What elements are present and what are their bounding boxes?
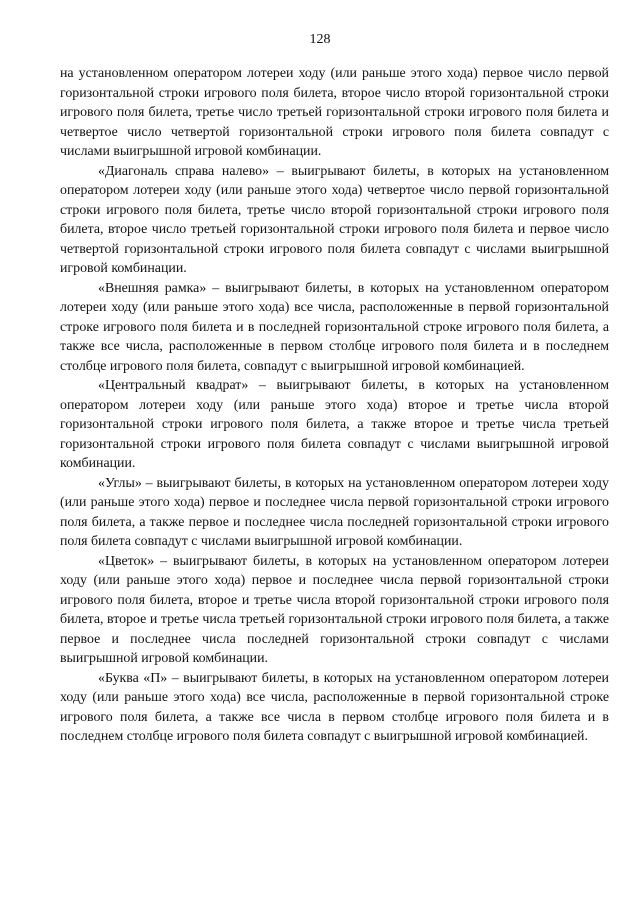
paragraph-outer-frame: «Внешняя рамка» – выигрывают билеты, в которых на установленном оператором лотереи ходу (или раньше этого хода) все числа, расположенные в первой горизонтальной строке игрового поля билета и в последней горизонтальной строке игрового поля билета, а также все числа, расположенные в первом столбце игрового поля билета и в последнем столбце игрового поля билета, совпадут с выигрышной игровой комбинацией. xyxy=(60,280,609,374)
paragraph-central-square: «Центральный квадрат» – выигрывают билеты, в которых на установленном оператором лотереи ходу (или раньше этого хода) второе и третье числа второй горизонтальной строки игрового поля билета, а также второе и третье числа третьей горизонтальной строки игрового поля билета совпадут с числами выигрышной игровой комбинации. xyxy=(60,378,609,471)
paragraph-corners: «Углы» – выигрывают билеты, в которых на установленном оператором лотереи ходу (или раньше этого хода) первое и последнее числа первой горизонтальной строки игрового поля билета, а также первое и последнее числа последней горизонтальной строки игрового поля билета совпадут с числами выигрышной игровой комбинации. xyxy=(60,475,609,549)
page-number: 128 xyxy=(309,32,331,47)
paragraph-letter-p: «Буква «П» – выигрывают билеты, в которых на установленном оператором лотереи ходу (или раньше этого хода) все числа, расположенные в первой горизонтальной строке игрового поля билета, а также все числа в первом столбце игрового поля билета и в последнем столбце игрового поля билета совпадут с выигрышной игровой комбинацией. xyxy=(60,670,609,744)
document-body xyxy=(60,64,609,747)
paragraph-diagonal-right-left: «Диагональ справа налево» – выигрывают билеты, в которых на установленном оператором лотереи ходу (или раньше этого хода) четвертое число первой горизонтальной строки игрового поля билета, третье число второй горизонтальной строки игрового поля билета, второе число третьей горизонтальной строки игрового поля билета и первое число четвертой горизонтальной строки игрового поля билета совпадут с числами выигрышной игровой комбинации. xyxy=(60,163,609,276)
paragraph-continuation: на установленном оператором лотереи ходу (или раньше этого хода) первое число первой горизонтальной строки игрового поля билета, второе число второй горизонтальной строки игрового поля билета, третье число третьей горизонтальной строки игрового поля билета и четвертое число четвертой горизонтальной строки игрового поля билета совпадут с числами выигрышной игровой комбинации. xyxy=(60,66,609,159)
paragraph-flower: «Цветок» – выигрывают билеты, в которых на установленном оператором лотереи ходу (или раньше этого хода) первое и последнее числа первой горизонтальной строки игрового поля билета, второе и третье числа второй горизонтальной строки игрового поля билета, второе и третье числа третьей горизонтальной строки игрового поля билета, а также первое и последнее числа последней горизонтальной строки совпадут с числами выигрышной игровой комбинации. xyxy=(60,553,609,666)
